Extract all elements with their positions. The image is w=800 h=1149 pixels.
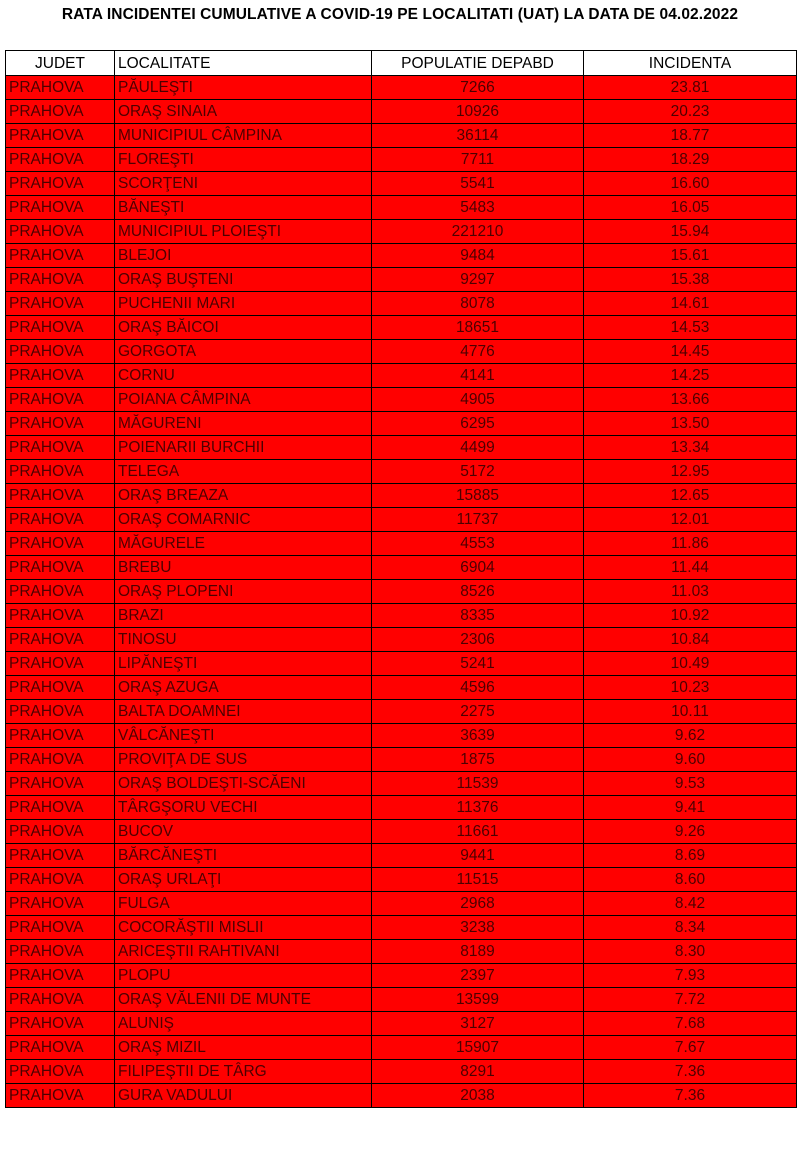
cell-populatie: 3639 — [372, 724, 584, 748]
cell-localitate: ALUNIŞ — [115, 1012, 372, 1036]
cell-incidenta: 11.03 — [584, 580, 797, 604]
table-header-row — [6, 51, 797, 76]
table-row — [6, 148, 797, 172]
cell-judet: PRAHOVA — [6, 988, 115, 1012]
cell-populatie: 3238 — [372, 916, 584, 940]
cell-judet: PRAHOVA — [6, 268, 115, 292]
cell-judet: PRAHOVA — [6, 436, 115, 460]
cell-populatie: 9297 — [372, 268, 584, 292]
cell-populatie: 11515 — [372, 868, 584, 892]
cell-judet: PRAHOVA — [6, 508, 115, 532]
cell-judet: PRAHOVA — [6, 748, 115, 772]
table-row — [6, 604, 797, 628]
table-row — [6, 964, 797, 988]
table-row — [6, 844, 797, 868]
cell-judet: PRAHOVA — [6, 100, 115, 124]
cell-localitate: FULGA — [115, 892, 372, 916]
table-row — [6, 988, 797, 1012]
table-row — [6, 628, 797, 652]
cell-judet: PRAHOVA — [6, 1084, 115, 1108]
cell-incidenta: 9.62 — [584, 724, 797, 748]
cell-judet: PRAHOVA — [6, 892, 115, 916]
cell-localitate: POIANA CÂMPINA — [115, 388, 372, 412]
cell-localitate: PUCHENII MARI — [115, 292, 372, 316]
cell-populatie: 13599 — [372, 988, 584, 1012]
cell-judet: PRAHOVA — [6, 532, 115, 556]
cell-judet: PRAHOVA — [6, 316, 115, 340]
cell-incidenta: 9.60 — [584, 748, 797, 772]
cell-judet: PRAHOVA — [6, 1060, 115, 1084]
cell-localitate: TÂRGŞORU VECHI — [115, 796, 372, 820]
cell-localitate: ORAŞ PLOPENI — [115, 580, 372, 604]
cell-populatie: 15885 — [372, 484, 584, 508]
cell-localitate: BLEJOI — [115, 244, 372, 268]
column-header-populatie: POPULATIE DEPABD — [372, 51, 584, 76]
cell-localitate: ARICEŞTII RAHTIVANI — [115, 940, 372, 964]
cell-localitate: ORAŞ VĂLENII DE MUNTE — [115, 988, 372, 1012]
cell-judet: PRAHOVA — [6, 388, 115, 412]
cell-populatie: 7711 — [372, 148, 584, 172]
cell-judet: PRAHOVA — [6, 76, 115, 100]
cell-judet: PRAHOVA — [6, 244, 115, 268]
cell-populatie: 5172 — [372, 460, 584, 484]
table-body — [6, 76, 797, 1108]
cell-incidenta: 14.25 — [584, 364, 797, 388]
table-row — [6, 484, 797, 508]
cell-incidenta: 10.84 — [584, 628, 797, 652]
cell-populatie: 6904 — [372, 556, 584, 580]
cell-incidenta: 10.11 — [584, 700, 797, 724]
cell-incidenta: 14.45 — [584, 340, 797, 364]
cell-incidenta: 12.65 — [584, 484, 797, 508]
cell-judet: PRAHOVA — [6, 964, 115, 988]
cell-judet: PRAHOVA — [6, 844, 115, 868]
cell-populatie: 1875 — [372, 748, 584, 772]
cell-judet: PRAHOVA — [6, 724, 115, 748]
cell-populatie: 2038 — [372, 1084, 584, 1108]
cell-populatie: 8078 — [372, 292, 584, 316]
cell-judet: PRAHOVA — [6, 580, 115, 604]
cell-incidenta: 16.60 — [584, 172, 797, 196]
column-header-incidenta: INCIDENTA — [584, 51, 797, 76]
cell-localitate: GORGOTA — [115, 340, 372, 364]
cell-judet: PRAHOVA — [6, 820, 115, 844]
table-row — [6, 460, 797, 484]
cell-judet: PRAHOVA — [6, 460, 115, 484]
cell-localitate: BĂRCĂNEŞTI — [115, 844, 372, 868]
cell-incidenta: 9.26 — [584, 820, 797, 844]
cell-populatie: 4905 — [372, 388, 584, 412]
table-row — [6, 700, 797, 724]
cell-localitate: BUCOV — [115, 820, 372, 844]
cell-incidenta: 7.36 — [584, 1084, 797, 1108]
cell-incidenta: 7.72 — [584, 988, 797, 1012]
cell-populatie: 15907 — [372, 1036, 584, 1060]
cell-localitate: SCORŢENI — [115, 172, 372, 196]
cell-localitate: ORAŞ AZUGA — [115, 676, 372, 700]
table-row — [6, 1036, 797, 1060]
table-row — [6, 220, 797, 244]
column-header-localitate: LOCALITATE — [115, 51, 372, 76]
cell-populatie: 3127 — [372, 1012, 584, 1036]
cell-incidenta: 7.67 — [584, 1036, 797, 1060]
table-row — [6, 652, 797, 676]
cell-judet: PRAHOVA — [6, 700, 115, 724]
table-row — [6, 580, 797, 604]
cell-populatie: 11737 — [372, 508, 584, 532]
cell-localitate: MĂGURENI — [115, 412, 372, 436]
cell-populatie: 10926 — [372, 100, 584, 124]
page-title: RATA INCIDENTEI CUMULATIVE A COVID-19 PE LOCALITATI (UAT) LA DATA DE 04.02.2022 — [61, 6, 739, 23]
cell-populatie: 5241 — [372, 652, 584, 676]
cell-incidenta: 12.01 — [584, 508, 797, 532]
column-header-judet: JUDET — [6, 51, 115, 76]
cell-populatie: 9441 — [372, 844, 584, 868]
table-row — [6, 1084, 797, 1108]
cell-incidenta: 8.69 — [584, 844, 797, 868]
cell-judet: PRAHOVA — [6, 484, 115, 508]
cell-incidenta: 12.95 — [584, 460, 797, 484]
cell-incidenta: 8.42 — [584, 892, 797, 916]
cell-judet: PRAHOVA — [6, 556, 115, 580]
cell-localitate: PROVIŢA DE SUS — [115, 748, 372, 772]
table-row — [6, 892, 797, 916]
cell-localitate: FLOREŞTI — [115, 148, 372, 172]
cell-judet: PRAHOVA — [6, 364, 115, 388]
table-row — [6, 748, 797, 772]
cell-localitate: LIPĂNEŞTI — [115, 652, 372, 676]
table-row — [6, 436, 797, 460]
cell-incidenta: 7.36 — [584, 1060, 797, 1084]
table-row — [6, 676, 797, 700]
cell-localitate: BALTA DOAMNEI — [115, 700, 372, 724]
cell-judet: PRAHOVA — [6, 676, 115, 700]
table-row — [6, 556, 797, 580]
cell-localitate: BĂNEŞTI — [115, 196, 372, 220]
cell-localitate: MUNICIPIUL CÂMPINA — [115, 124, 372, 148]
cell-populatie: 2306 — [372, 628, 584, 652]
table-row — [6, 508, 797, 532]
cell-incidenta: 20.23 — [584, 100, 797, 124]
cell-incidenta: 16.05 — [584, 196, 797, 220]
table-row — [6, 172, 797, 196]
cell-populatie: 4141 — [372, 364, 584, 388]
cell-localitate: ORAŞ MIZIL — [115, 1036, 372, 1060]
table-row — [6, 796, 797, 820]
cell-localitate: ORAŞ BUŞTENI — [115, 268, 372, 292]
cell-incidenta: 8.34 — [584, 916, 797, 940]
cell-localitate: POIENARII BURCHII — [115, 436, 372, 460]
cell-judet: PRAHOVA — [6, 628, 115, 652]
cell-localitate: FILIPEŞTII DE TÂRG — [115, 1060, 372, 1084]
cell-judet: PRAHOVA — [6, 868, 115, 892]
table-row — [6, 532, 797, 556]
cell-incidenta: 7.93 — [584, 964, 797, 988]
cell-localitate: VÂLCĂNEŞTI — [115, 724, 372, 748]
cell-incidenta: 18.29 — [584, 148, 797, 172]
cell-populatie: 11376 — [372, 796, 584, 820]
cell-populatie: 36114 — [372, 124, 584, 148]
cell-judet: PRAHOVA — [6, 412, 115, 436]
cell-judet: PRAHOVA — [6, 196, 115, 220]
cell-populatie: 8189 — [372, 940, 584, 964]
cell-populatie: 6295 — [372, 412, 584, 436]
cell-populatie: 11539 — [372, 772, 584, 796]
cell-populatie: 5541 — [372, 172, 584, 196]
cell-localitate: CORNU — [115, 364, 372, 388]
cell-judet: PRAHOVA — [6, 772, 115, 796]
cell-incidenta: 15.94 — [584, 220, 797, 244]
cell-localitate: ORAŞ BĂICOI — [115, 316, 372, 340]
table-row — [6, 388, 797, 412]
cell-judet: PRAHOVA — [6, 796, 115, 820]
cell-populatie: 9484 — [372, 244, 584, 268]
cell-judet: PRAHOVA — [6, 292, 115, 316]
table-row — [6, 364, 797, 388]
table-row — [6, 292, 797, 316]
table-row — [6, 412, 797, 436]
table-row — [6, 100, 797, 124]
cell-judet: PRAHOVA — [6, 1012, 115, 1036]
table-row — [6, 340, 797, 364]
cell-populatie: 11661 — [372, 820, 584, 844]
cell-populatie: 18651 — [372, 316, 584, 340]
cell-localitate: ORAŞ URLAŢI — [115, 868, 372, 892]
table-row — [6, 820, 797, 844]
cell-judet: PRAHOVA — [6, 940, 115, 964]
cell-populatie: 7266 — [372, 76, 584, 100]
cell-incidenta: 11.44 — [584, 556, 797, 580]
cell-judet: PRAHOVA — [6, 916, 115, 940]
cell-localitate: TINOSU — [115, 628, 372, 652]
cell-populatie: 2275 — [372, 700, 584, 724]
cell-incidenta: 9.53 — [584, 772, 797, 796]
cell-judet: PRAHOVA — [6, 1036, 115, 1060]
cell-localitate: COCORĂŞTII MISLII — [115, 916, 372, 940]
cell-incidenta: 15.61 — [584, 244, 797, 268]
cell-incidenta: 10.92 — [584, 604, 797, 628]
cell-incidenta: 13.34 — [584, 436, 797, 460]
table-row — [6, 868, 797, 892]
cell-localitate: GURA VADULUI — [115, 1084, 372, 1108]
table-row — [6, 1012, 797, 1036]
table-row — [6, 724, 797, 748]
cell-localitate: ORAŞ SINAIA — [115, 100, 372, 124]
table-row — [6, 196, 797, 220]
cell-judet: PRAHOVA — [6, 148, 115, 172]
cell-localitate: BRAZI — [115, 604, 372, 628]
table-row — [6, 268, 797, 292]
cell-incidenta: 14.61 — [584, 292, 797, 316]
cell-populatie: 4553 — [372, 532, 584, 556]
cell-incidenta: 23.81 — [584, 76, 797, 100]
cell-judet: PRAHOVA — [6, 652, 115, 676]
cell-localitate: MĂGURELE — [115, 532, 372, 556]
table-row — [6, 316, 797, 340]
cell-populatie: 2968 — [372, 892, 584, 916]
cell-localitate: BREBU — [115, 556, 372, 580]
cell-incidenta: 8.30 — [584, 940, 797, 964]
cell-populatie: 4596 — [372, 676, 584, 700]
cell-judet: PRAHOVA — [6, 340, 115, 364]
cell-localitate: ORAŞ BOLDEŞTI-SCĂENI — [115, 772, 372, 796]
cell-incidenta: 11.86 — [584, 532, 797, 556]
cell-incidenta: 14.53 — [584, 316, 797, 340]
cell-populatie: 221210 — [372, 220, 584, 244]
cell-incidenta: 10.49 — [584, 652, 797, 676]
cell-incidenta: 10.23 — [584, 676, 797, 700]
cell-populatie: 4776 — [372, 340, 584, 364]
cell-populatie: 8335 — [372, 604, 584, 628]
cell-localitate: ORAŞ COMARNIC — [115, 508, 372, 532]
table-row — [6, 76, 797, 100]
cell-incidenta: 8.60 — [584, 868, 797, 892]
cell-localitate: ORAŞ BREAZA — [115, 484, 372, 508]
cell-incidenta: 18.77 — [584, 124, 797, 148]
cell-localitate: MUNICIPIUL PLOIEŞTI — [115, 220, 372, 244]
incidence-table — [5, 50, 797, 1108]
cell-judet: PRAHOVA — [6, 172, 115, 196]
cell-incidenta: 9.41 — [584, 796, 797, 820]
cell-incidenta: 7.68 — [584, 1012, 797, 1036]
cell-localitate: PLOPU — [115, 964, 372, 988]
table-row — [6, 1060, 797, 1084]
cell-populatie: 8291 — [372, 1060, 584, 1084]
table-row — [6, 940, 797, 964]
cell-localitate: PĂULEŞTI — [115, 76, 372, 100]
cell-populatie: 8526 — [372, 580, 584, 604]
cell-populatie: 2397 — [372, 964, 584, 988]
table-row — [6, 244, 797, 268]
cell-judet: PRAHOVA — [6, 220, 115, 244]
cell-incidenta: 13.66 — [584, 388, 797, 412]
cell-judet: PRAHOVA — [6, 604, 115, 628]
cell-incidenta: 13.50 — [584, 412, 797, 436]
cell-populatie: 4499 — [372, 436, 584, 460]
cell-localitate: TELEGA — [115, 460, 372, 484]
table-row — [6, 124, 797, 148]
table-row — [6, 916, 797, 940]
cell-populatie: 5483 — [372, 196, 584, 220]
cell-judet: PRAHOVA — [6, 124, 115, 148]
cell-incidenta: 15.38 — [584, 268, 797, 292]
table-row — [6, 772, 797, 796]
